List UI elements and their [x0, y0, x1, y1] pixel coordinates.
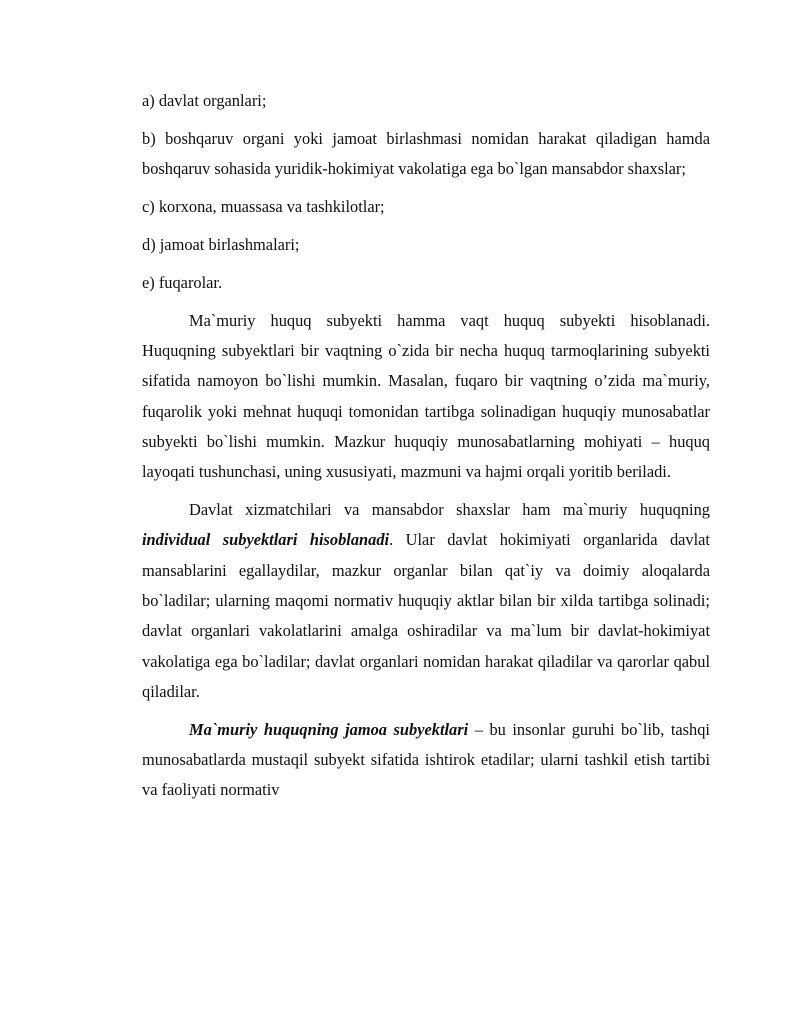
paragraph-2-rest: . Ular davlat hokimiyati organlarida davlat mansablarini egallaydilar, mazkur organlar bilan qat`iy va doimiy aloqalarda bo`ladilar; ularning maqomi normativ huquqiy aktlar bilan bir xilda tartibga solinadi; davlat organlari vakolatlarini amalga oshiradilar va ma`lum bir davlat-hokimiyat vakolatiga ega bo`ladilar; davlat organlari nomidan harakat qiladilar va qarorlar qabul qiladilar.: [142, 530, 710, 701]
paragraph-3-emphasis: Ma`muriy huquqning jamoa subyektlari: [189, 719, 469, 739]
list-item-d: d) jamoat birlashmalari;: [142, 234, 300, 254]
paragraph-2-emphasis: individual subyektlari hisoblanadi: [142, 530, 390, 550]
paragraph-legal-subject: Ma`muriy huquq subyekti hamma vaqt huquq subyekti hisoblanadi. Huquqning subyektlari bir vaqtning o`zida bir necha huquq tarmoqlarining subyekti sifatida namoyon bo`lishi mumkin. Masalan, fuqaro bir vaqtning o’zida ma`muriy, fuqarolik yoki mehnat huquqi tomonidan tartibga solinadigan huquqiy munosabatlar subyekti bo`lishi mumkin. Mazkur huquqiy munosabatlarning mohiyati – huquq layoqati tushunchasi, uning xususiyati, mazmuni va hajmi orqali yoritib beriladi.: [142, 310, 710, 482]
paragraph-2-lead: Davlat xizmatchilari va mansabdor shaxslar ham ma`muriy huquqning: [189, 500, 710, 520]
paragraph-3-rest: – bu insonlar guruhi bo`lib, tashqi munosabatlarda mustaqil subyekt sifatida ishtirok etadilar; ularni tashkil etish tartibi va faoliyati normativ: [142, 719, 710, 800]
list-item-b: b) boshqaruv organi yoki jamoat birlashmasi nomidan harakat qiladigan hamda boshqaruv sohasida yuridik-hokimiyat vakolatiga ega bo`lgan mansabdor shaxslar;: [142, 128, 710, 179]
list-item-e: e) fuqarolar.: [142, 272, 223, 292]
paragraph-collective-subjects: [142, 715, 710, 806]
list-item-a: a) davlat organlari;: [142, 91, 267, 110]
list-item-c: c) korxona, muassasa va tashkilotlar;: [142, 197, 385, 217]
paragraph-individual-subjects: [142, 495, 710, 707]
document-page: [142, 86, 710, 813]
